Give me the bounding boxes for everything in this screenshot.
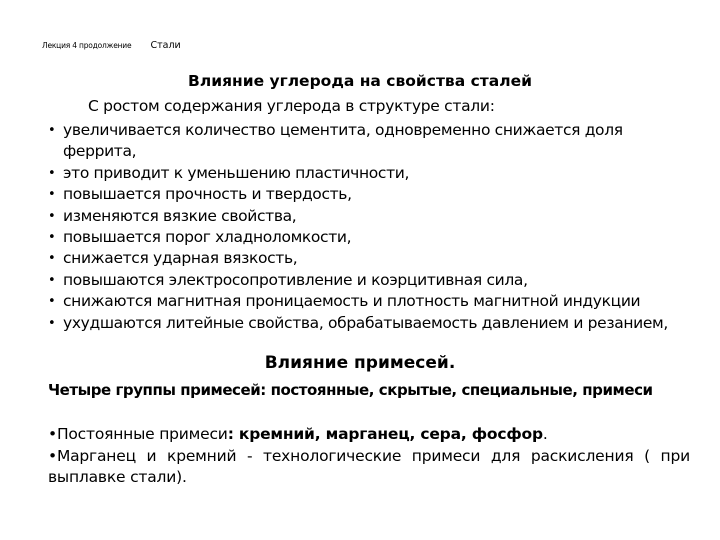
- bullet-icon: •: [48, 208, 56, 224]
- list-item-text: снижаются магнитная проницаемость и плотность магнитной индукции: [63, 292, 641, 311]
- bullet-icon: •: [48, 187, 56, 203]
- list-item-text: это приводит к уменьшению пластичности,: [63, 163, 410, 182]
- bullet-icon: •: [48, 294, 56, 310]
- list-item-text: повышается прочность и твердость,: [63, 185, 352, 204]
- list-item: [48, 227, 698, 248]
- topic-label: Стали: [150, 40, 181, 51]
- carbon-effects-list: [48, 120, 698, 334]
- list-item: [48, 120, 698, 163]
- list-item: [48, 163, 698, 184]
- list-item: [48, 248, 698, 269]
- bullet-icon: •: [48, 315, 56, 331]
- permanent-impurities-elements: : кремний, марганец, сера, фосфор: [227, 425, 543, 443]
- list-item: [48, 184, 698, 205]
- deoxidation-text: •Марганец и кремний - технологические примеси для раскисления ( при выплавке стали).: [48, 447, 690, 486]
- carbon-influence-title: Влияние углерода на свойства сталей: [188, 72, 532, 90]
- lecture-label: Лекция 4 продолжение: [42, 41, 132, 50]
- bullet-icon: •: [48, 230, 56, 246]
- list-item: [48, 291, 698, 312]
- bullet-icon: •: [48, 251, 56, 267]
- permanent-impurities-suffix: .: [542, 425, 548, 443]
- impurities-title: Влияние примесей.: [264, 353, 456, 373]
- list-item-text: снижается ударная вязкость,: [63, 249, 298, 268]
- bullet-icon: •: [48, 272, 56, 288]
- list-item: [48, 206, 698, 227]
- bullet-icon: •: [48, 165, 56, 181]
- impurity-groups-text: Четыре группы примесей: постоянные, скрытые, специальные, примеси: [48, 381, 653, 399]
- permanent-impurities-text: [48, 424, 690, 445]
- slide-header: [42, 33, 181, 52]
- list-item-text: повышаются электросопротивление и коэрцитивная сила,: [63, 270, 528, 289]
- list-item-text: повышается порог хладноломкости,: [63, 228, 352, 247]
- permanent-impurities-prefix: •Постоянные примеси: [48, 425, 228, 443]
- list-item-text: изменяются вязкие свойства,: [63, 206, 297, 225]
- list-item: [48, 313, 698, 334]
- list-item: [48, 270, 698, 291]
- carbon-intro-text: С ростом содержания углерода в структуре стали:: [88, 97, 495, 115]
- list-item-text: увеличивается количество цементита, одновременно снижается доля феррита,: [63, 121, 623, 161]
- bullet-icon: •: [48, 123, 56, 138]
- list-item-text: ухудшаются литейные свойства, обрабатываемость давлением и резанием,: [63, 313, 668, 332]
